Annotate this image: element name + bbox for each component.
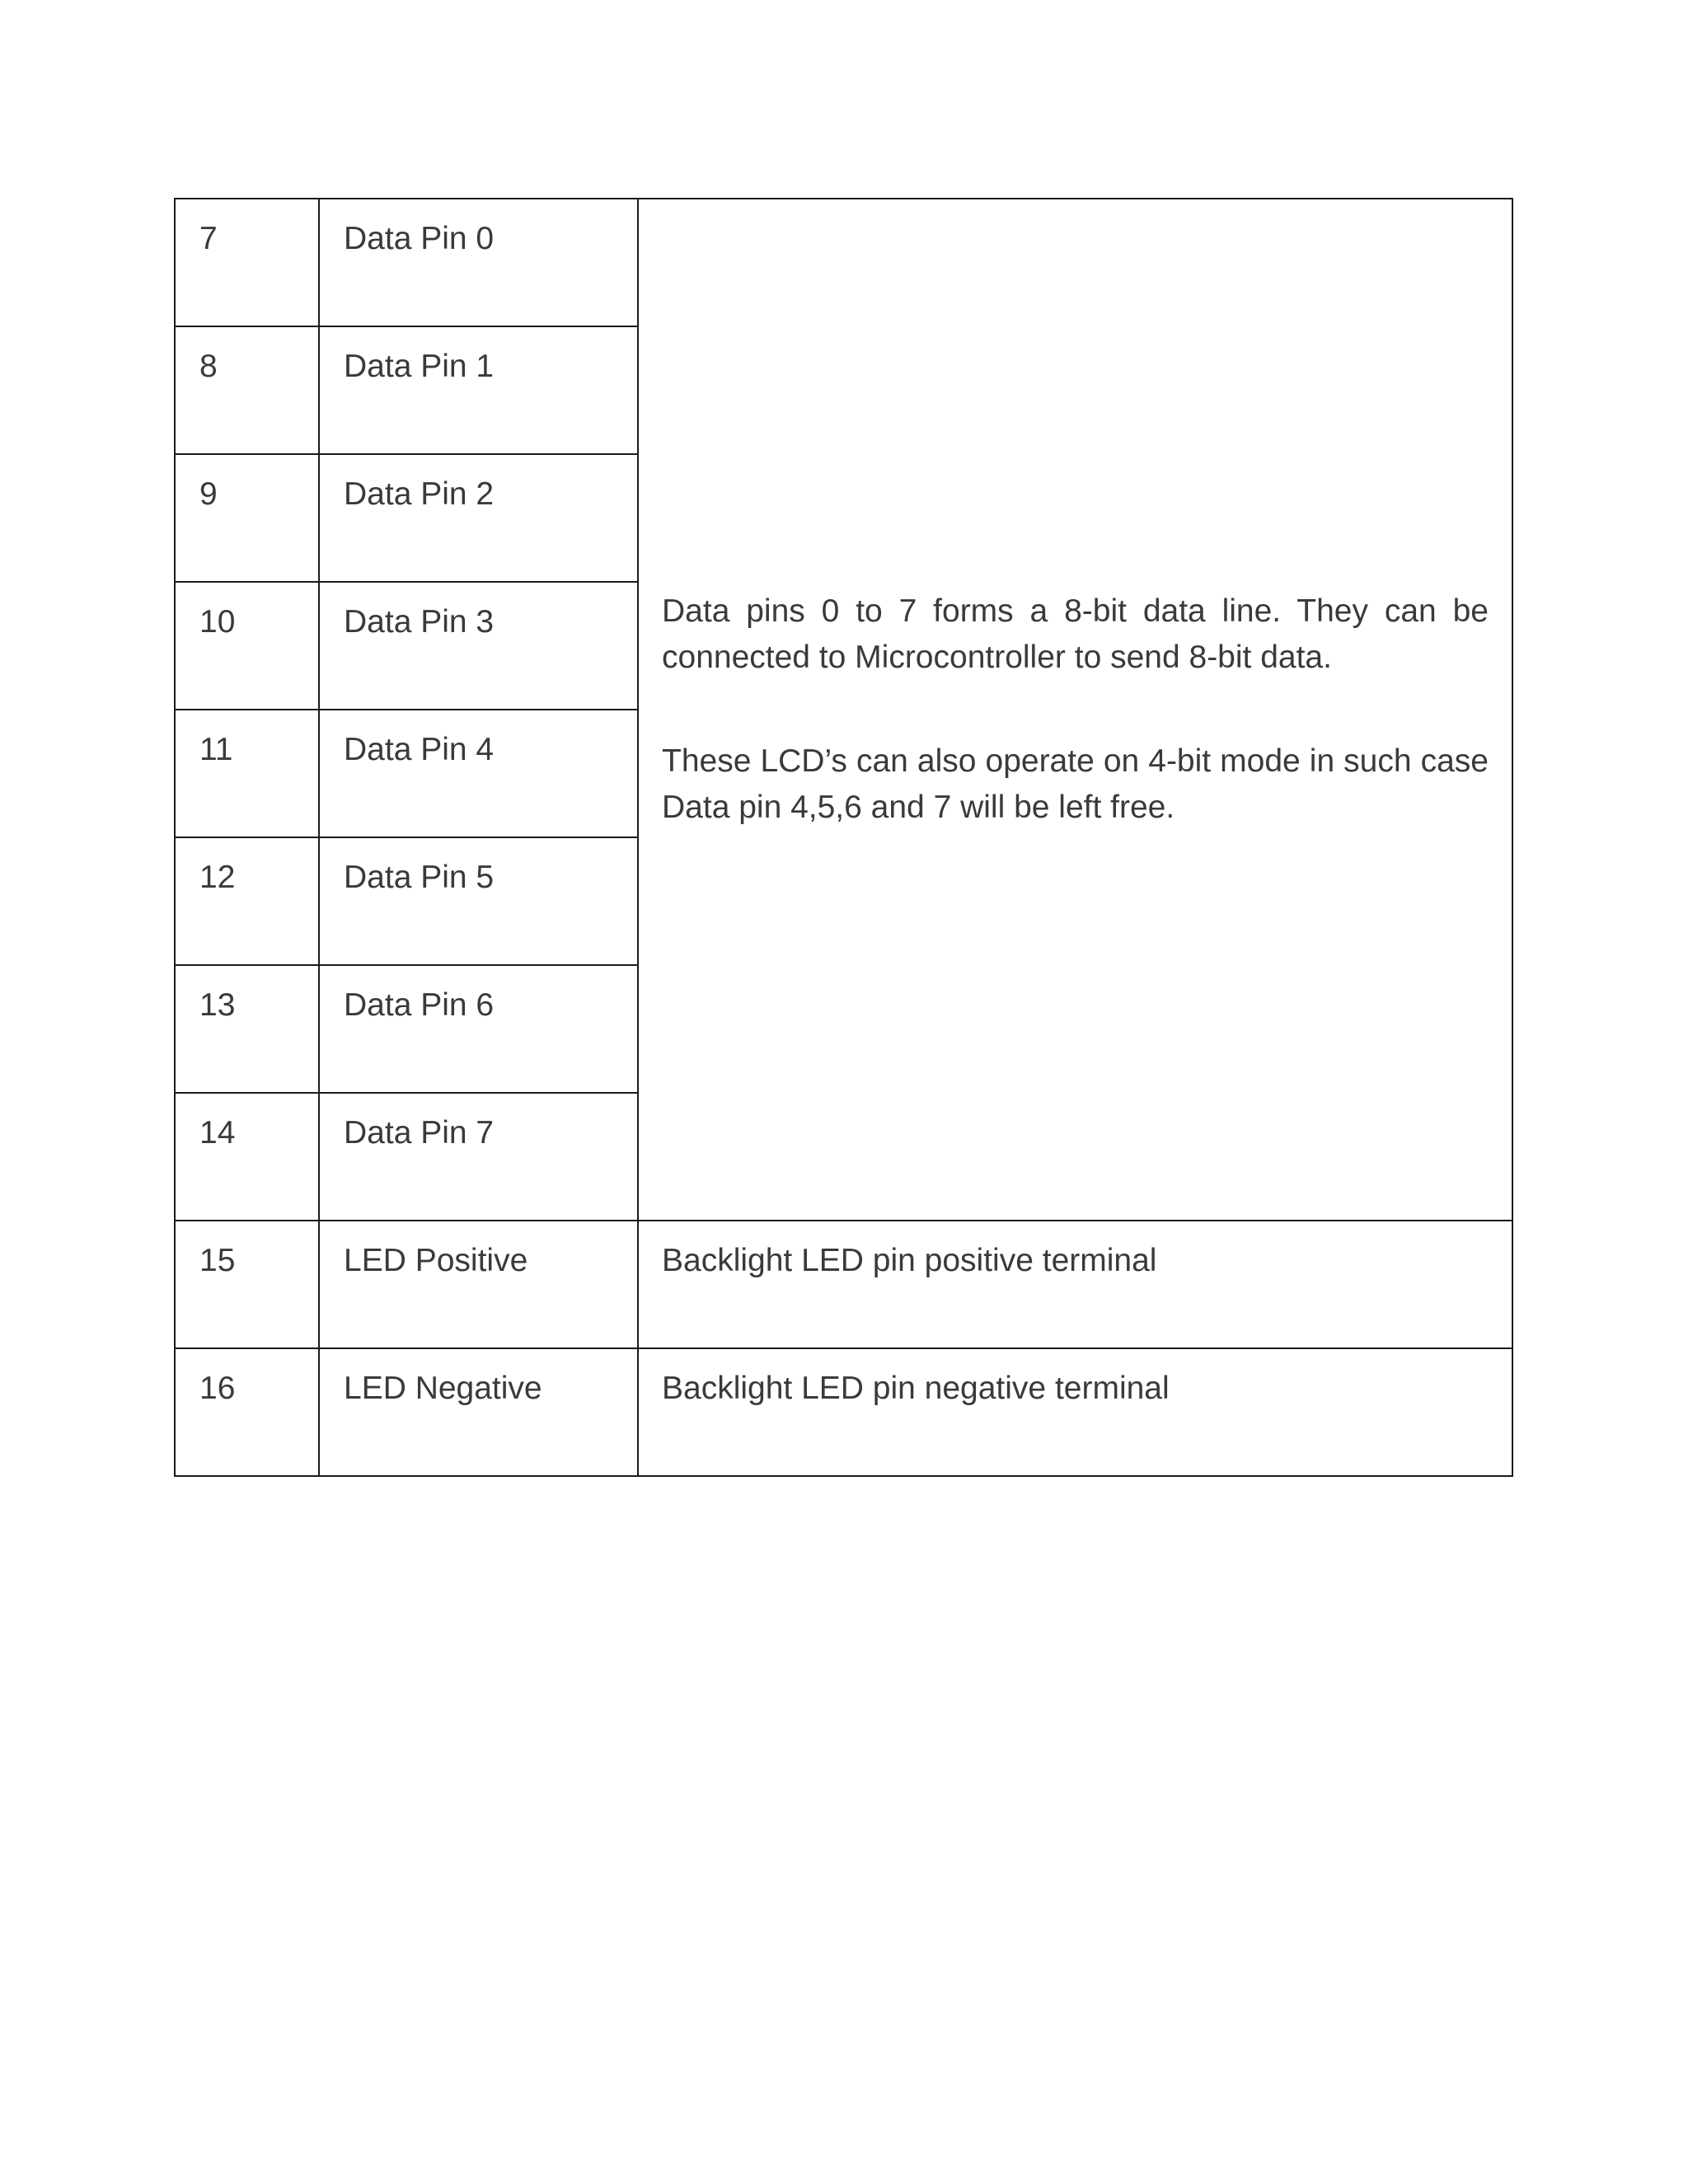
pin-function-cell: Data Pin 5 [319, 837, 638, 965]
pin-number-cell: 13 [175, 965, 319, 1093]
description-paragraph: Data pins 0 to 7 forms a 8-bit data line. They can be connected to Microcontroller to send 8-bit data. [662, 593, 1489, 675]
pin-description-cell: Backlight LED pin positive terminal [638, 1221, 1512, 1348]
description-paragraph: These LCD’s can also operate on 4-bit mode in such case Data pin 4,5,6 and 7 will be left free. [662, 743, 1489, 825]
pin-number-cell: 8 [175, 326, 319, 454]
pin-description-cell: Backlight LED pin negative terminal [638, 1348, 1512, 1476]
pin-function-cell: Data Pin 6 [319, 965, 638, 1093]
pin-number-cell: 14 [175, 1093, 319, 1221]
table-row [175, 1221, 1512, 1348]
pin-number-cell: 7 [175, 199, 319, 326]
pin-function-cell: LED Positive [319, 1221, 638, 1348]
pin-function-cell: Data Pin 7 [319, 1093, 638, 1221]
lcd-pin-table [174, 198, 1513, 1477]
pin-function-cell: LED Negative [319, 1348, 638, 1476]
pin-number-cell: 11 [175, 710, 319, 837]
pin-number-cell: 15 [175, 1221, 319, 1348]
pin-function-cell: Data Pin 2 [319, 454, 638, 582]
pin-function-cell: Data Pin 0 [319, 199, 638, 326]
table-row [175, 199, 1512, 326]
pin-function-cell: Data Pin 3 [319, 582, 638, 710]
table-row [175, 1348, 1512, 1476]
data-pins-description-cell [638, 199, 1512, 1221]
pin-number-cell: 10 [175, 582, 319, 710]
pin-number-cell: 12 [175, 837, 319, 965]
pin-number-cell: 16 [175, 1348, 319, 1476]
pin-function-cell: Data Pin 1 [319, 326, 638, 454]
pin-function-cell: Data Pin 4 [319, 710, 638, 837]
pin-number-cell: 9 [175, 454, 319, 582]
